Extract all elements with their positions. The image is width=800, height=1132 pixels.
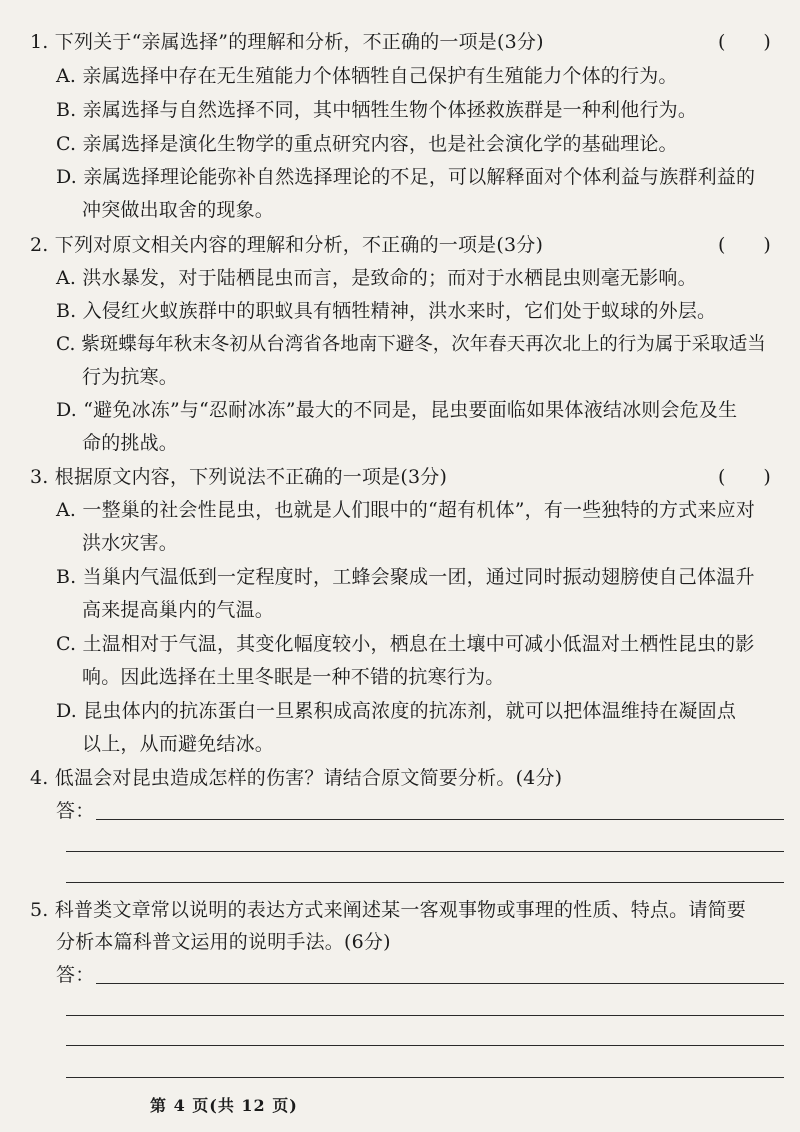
question-1-option-d[interactable]: D. 亲属选择理论能弥补自然选择理论的不足，可以解释面对个体利益与族群利益的 — [56, 166, 756, 188]
question-5-answer-line-4[interactable] — [66, 1077, 784, 1078]
question-2-option-c-continuation: 行为抗寒。 — [82, 366, 179, 388]
question-3-option-c[interactable]: C. 土温相对于气温，其变化幅度较小，栖息在土壤中可减小低温对土栖性昆虫的影 — [56, 633, 755, 655]
question-1-answer-bracket[interactable]: ( ) — [718, 31, 771, 53]
question-3-option-b[interactable]: B. 当巢内气温低到一定程度时，工蜂会聚成一团，通过同时振动翅膀使自己体温升 — [56, 566, 755, 588]
question-4-answer-line-3[interactable] — [66, 882, 784, 883]
question-5-stem-continuation: 分析本篇科普文运用的说明手法。(6分) — [56, 931, 391, 953]
question-5-answer-line-3[interactable] — [66, 1045, 784, 1046]
question-2-option-d[interactable]: D. “避免冰冻”与“忍耐冰冻”最大的不同是，昆虫要面临如果体液结冰则会危及生 — [56, 399, 738, 421]
question-4-answer-line-2[interactable] — [66, 851, 784, 852]
question-5-answer-label: 答： — [56, 964, 95, 986]
question-3-answer-bracket[interactable]: ( ) — [718, 466, 771, 488]
question-2-option-a[interactable]: A. 洪水暴发，对于陆栖昆虫而言，是致命的；而对于水栖昆虫则毫无影响。 — [56, 267, 697, 289]
question-1-option-a[interactable]: A. 亲属选择中存在无生殖能力个体牺牲自己保护有生殖能力个体的行为。 — [56, 65, 678, 87]
question-2-option-b[interactable]: B. 入侵红火蚁族群中的职蚁具有牺牲精神，洪水来时，它们处于蚁球的外层。 — [56, 300, 717, 322]
question-2-option-c[interactable]: C. 紫斑蝶每年秋末冬初从台湾省各地南下避冬，次年春天再次北上的行为属于采取适当 — [56, 334, 766, 355]
question-3-option-d[interactable]: D. 昆虫体内的抗冻蛋白一旦累积成高浓度的抗冻剂，就可以把体温维持在凝固点 — [56, 700, 737, 722]
page-number-footer: 第 4 页(共 12 页) — [150, 1096, 298, 1115]
question-1-stem: 1. 下列关于“亲属选择”的理解和分析，不正确的一项是(3分) — [30, 31, 544, 53]
question-4-stem: 4. 低温会对昆虫造成怎样的伤害？请结合原文简要分析。(4分) — [30, 767, 563, 789]
question-5-answer-line-1[interactable] — [96, 983, 784, 984]
question-2-stem: 2. 下列对原文相关内容的理解和分析，不正确的一项是(3分) — [30, 234, 544, 256]
question-5-answer-line-2[interactable] — [66, 1015, 784, 1016]
question-5-stem: 5. 科普类文章常以说明的表达方式来阐述某一客观事物或事理的性质、特点。请简要 — [30, 899, 746, 921]
question-3-option-a[interactable]: A. 一整巢的社会性昆虫，也就是人们眼中的“超有机体”，有一些独特的方式来应对 — [56, 499, 756, 521]
question-1-option-c[interactable]: C. 亲属选择是演化生物学的重点研究内容，也是社会演化学的基础理论。 — [56, 133, 678, 155]
question-1-option-b[interactable]: B. 亲属选择与自然选择不同，其中牺牲生物个体拯救族群是一种利他行为。 — [56, 99, 698, 121]
question-4-answer-line-1[interactable] — [96, 819, 784, 820]
question-2-answer-bracket[interactable]: ( ) — [718, 234, 771, 256]
question-3-option-a-continuation: 洪水灾害。 — [82, 532, 179, 554]
question-3-option-b-continuation: 高来提高巢内的气温。 — [82, 599, 275, 621]
question-3-option-c-continuation: 响。因此选择在土里冬眠是一种不错的抗寒行为。 — [82, 666, 505, 688]
question-3-option-d-continuation: 以上，从而避免结冰。 — [82, 733, 275, 755]
question-3-stem: 3. 根据原文内容，下列说法不正确的一项是(3分) — [30, 466, 448, 488]
question-4-answer-label: 答： — [56, 800, 95, 822]
question-1-option-d-continuation: 冲突做出取舍的现象。 — [82, 199, 275, 221]
question-2-option-d-continuation: 命的挑战。 — [82, 432, 179, 454]
